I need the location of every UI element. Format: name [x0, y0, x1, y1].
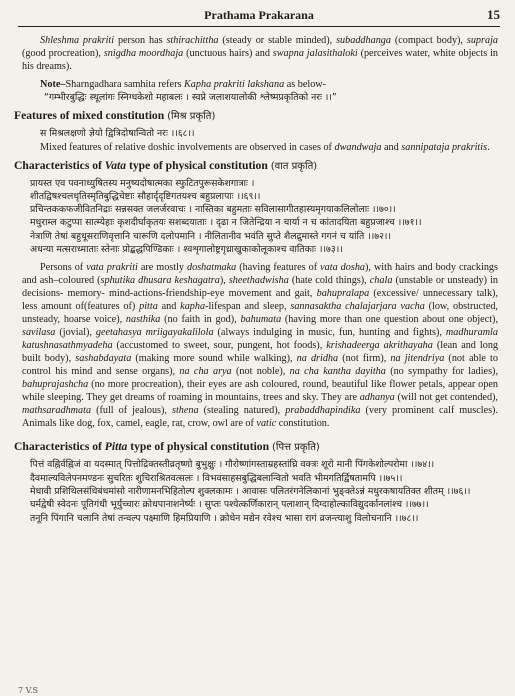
- sanskrit-term: doshatmaka: [187, 262, 237, 274]
- sanskrit-term: sthena: [171, 405, 199, 417]
- sanskrit-term: sheethadwisha: [228, 275, 289, 287]
- sanskrit-term: na cha arya: [179, 366, 232, 378]
- sanskrit-term: vata dosha: [320, 262, 366, 274]
- sanskrit-term: chala: [369, 275, 393, 287]
- paragraph-text: (no sympathy for ladies),: [385, 366, 498, 378]
- paragraph-text: are mostly: [137, 262, 188, 274]
- sanskrit-term: sashabdayata: [75, 353, 132, 365]
- paragraph-text: ),: [219, 275, 229, 287]
- sanskrit-term: madhuramla katushnasathmyadeha: [22, 327, 498, 352]
- sanskrit-term: sphutika dhusara keshagatra: [100, 275, 220, 287]
- sanskrit-term: bahupralapa: [316, 288, 370, 300]
- sanskrit-term: bahuprajashcha: [22, 379, 89, 391]
- paragraph-text: (lean and long built body),: [22, 340, 499, 365]
- running-title: Prathama Prakarana: [204, 8, 314, 22]
- mixed-paragraph: Mixed features of relative doshic involvements are observed in cases of dwandwaja and sannipataja prakritis.: [40, 141, 490, 153]
- paragraph-text: (full of jealous),: [91, 405, 172, 417]
- paragraph-text: (having more than one question about one object),: [281, 314, 498, 326]
- paragraph-text: (stealing natured),: [198, 405, 286, 417]
- pitta-heading: Characteristics of Pitta type of physical constitution (पित्त प्रकृति): [14, 440, 320, 454]
- vata-verse-line: शीतद्विषश्चलधृतिस्मृतिबुद्धिचेष्टाः सौहार्दृदृष्टिगतयश्च बहुप्रलापाः ।।६९।।: [30, 190, 261, 202]
- sanskrit-term: geetahasya mriigayakalilola: [95, 327, 214, 339]
- paragraph-text: (always indulging in music, fun, hunting and fights),: [213, 327, 446, 339]
- mixed-verse: स मिश्रलक्षणो ज्ञेयो द्वित्रिदोषान्वितो नरः ।।६८।।: [40, 128, 195, 140]
- page-number: 15: [487, 7, 500, 22]
- paragraph-text: (no more procreation), their eyes are ash coloured, round, beautiful like flower petals, appear open while sleeping. They get dreams of roaming in mountains, trees and sky. They are: [22, 379, 498, 404]
- paragraph-text: ), with hairs and body crackings and ash–coloured (: [22, 262, 498, 287]
- sanskrit-term: prabaddhapindika: [285, 405, 361, 417]
- sanskrit-term: vatic: [256, 418, 277, 430]
- paragraph-text: -lifespan and sleep,: [205, 301, 291, 313]
- paragraph-text: (low, obstructed, unsteady, hoarse voice),: [22, 301, 498, 326]
- sanskrit-term: na jitendriya: [390, 353, 445, 365]
- pitta-verse-line: तनूनि पिंगानि चलानि तेषां तन्वल्प पक्ष्माणि हिमप्रियाणि । क्रोधेन मद्येन रवेश्च भासा रागं व्रजन्त्याशु विलोचनानि ।।७८।।: [30, 512, 419, 524]
- paragraph-text: (accustomed to sweet, sour, pungent, hot foods),: [112, 340, 327, 352]
- paragraph-text: (hate cold things),: [288, 275, 370, 287]
- vata-paragraph: [22, 261, 498, 430]
- mixed-heading: Features of mixed constitution (मिश्र प्रकृति): [14, 109, 216, 123]
- sanskrit-term: adhanya: [359, 392, 395, 404]
- page-content: [14, 34, 499, 525]
- vata-verse-line: मधुराम्ल कटुप्पा सात्म्येहाः कृशदीर्घाकृतयः सशब्दयाताः । दृढा न जितेन्द्रिया न चार्या न च कांतादयिता बहुप्रजाश्च ।।७१।।: [30, 217, 422, 229]
- paragraph-text: (excessive/ unnecessary talk), less amount of(features of): [22, 288, 499, 313]
- pitta-verse-line: मेधावी प्रशिथिलसंधिबंधमांसो नारीणामनभिहितोल्प शुक्लकामः । आवासः पलितरंगनेलिकानां भुङ्क्तेऽन्नं मधुरकषायतिक्त शीतम् ।।७६।।: [30, 485, 471, 497]
- paragraph-text: (making more sound while walking),: [131, 353, 297, 365]
- paragraph-text: (will not get contended),: [394, 392, 498, 404]
- sanskrit-term: kapha: [180, 301, 206, 313]
- shleshma-paragraph: Shleshma prakriti person has sthirachittha (steady or stable minded), subaddhanga (compact body), supraja (good procreation), snigdha moordhaja (unctuous hairs) and swapna jalasithaloki (perceives water, white objects in his dreams).: [22, 35, 499, 72]
- vata-verse-line: अधन्या मत्सराध्माताः स्तेनाः प्रोद्बद्धपिण्डिकाः । श्वशृगालोष्ट्रगृध्राखुकाकोलूकाश्च वातिकाः ।।७३।।: [30, 244, 343, 256]
- note-paragraph: Note–Sharngadhara samhita refers Kapha prakriti lakshana as below-: [40, 79, 327, 90]
- running-header: [18, 6, 500, 27]
- sanskrit-term: nasthika: [125, 314, 161, 326]
- vata-heading: Characteristics of Vata type of physical constitution (वात प्रकृति): [14, 158, 318, 172]
- pitta-verse-line: घर्मद्वेषी स्वेदनः पूतिगंधी भूर्युच्चारः क्रोधपानाशनेर्ष्यः । सुप्तः पश्येत्कर्णिकारान् पलाशान् दिग्दाहोल्काविद्युदर्कानलांश्च ।।७७।।: [30, 499, 429, 511]
- paragraph-text: (not firm),: [338, 353, 391, 365]
- sanskrit-term: savilasa: [22, 327, 56, 339]
- paragraph-text: (no faith in god),: [160, 314, 241, 326]
- sanskrit-term: sannasaktha chalajarjara vacha: [290, 301, 425, 313]
- paragraph-text: Persons of: [40, 262, 87, 274]
- paragraph-text: (very prominent calf muscles). Animals like dog, fox, camel, eagle, rat, crow, owl are of: [22, 405, 498, 430]
- pitta-verse-line: पित्तं वह्निर्वह्निजं वा यदस्मात् पित्तोद्रिक्तस्तीव्रतृष्णो बुभुक्षुः । गौरोष्णांगस्ताम्रहस्तांघ्रि वक्त्रः शूरो मानी पिंगकेशोल्परोमा ।।७४।।: [30, 459, 435, 471]
- pitta-verses: [22, 458, 498, 524]
- sanskrit-term: na dridha: [296, 353, 339, 365]
- paragraph-text: (jovial),: [55, 327, 96, 339]
- sanskrit-term: mathsaradhmata: [22, 405, 92, 417]
- paragraph-text: (unstable or unsteady) in decisions- memory- mind-actions-friendship-eye movement and gait,: [22, 275, 498, 300]
- paragraph-text: (not noble),: [231, 366, 290, 378]
- sanskrit-term: vata prakriti: [86, 262, 138, 274]
- sanskrit-term: na cha kantha dayitha: [289, 366, 386, 378]
- vata-verses: [22, 177, 498, 257]
- sanskrit-term: pitta: [139, 301, 158, 313]
- sanskrit-term: bahumata: [240, 314, 282, 326]
- note-verse: “गम्भीरबुद्धिः स्थूलांगः स्निग्धकेशो महाबलः । स्वप्ने जलाशयालोकी श्लेष्मप्रकृतिको नरः ।।”: [44, 92, 337, 103]
- paragraph-text: constitution.: [276, 418, 330, 430]
- pitta-verse-line: दैवमाल्यविलेपनमण्डनः सुचरितः शुचिराश्रितवत्सलः । विभवसाहसबुद्धिबलान्वितो भवति भीमगतिर्द्विषतामपि ।।७५।।: [30, 472, 403, 484]
- paragraph-text: (not able to control his mind and sense organs),: [22, 353, 498, 378]
- vata-verse-line: प्रायस्त एव पवनाध्युषितस्य मनुष्यदोषात्मका स्फुटितपुरूसकेशगात्राः ।: [30, 177, 255, 189]
- paragraph-text: and: [157, 301, 181, 313]
- paragraph-text: (having features of: [236, 262, 321, 274]
- sanskrit-term: krishadeerga akrithayaha: [326, 340, 433, 352]
- vata-verse-line: नेत्राणि तेषां बहुधूसराणिवृत्तानि चारूणि दलोपमानि । नीलितानीव भवंति सुप्ते शैलद्रुमास्ते गगनं च यांति ।।७२।।: [30, 230, 391, 242]
- footer-fragment: 7 V.S: [18, 686, 39, 695]
- vata-verse-line: प्रचिन्तककफजीवितनिद्राः सन्नसक्त जलर्जरवाचः । नास्तिका बहुमताः सविलासागीतहास्यमृगयाकलिलोलाः ।।७०।।: [30, 204, 396, 216]
